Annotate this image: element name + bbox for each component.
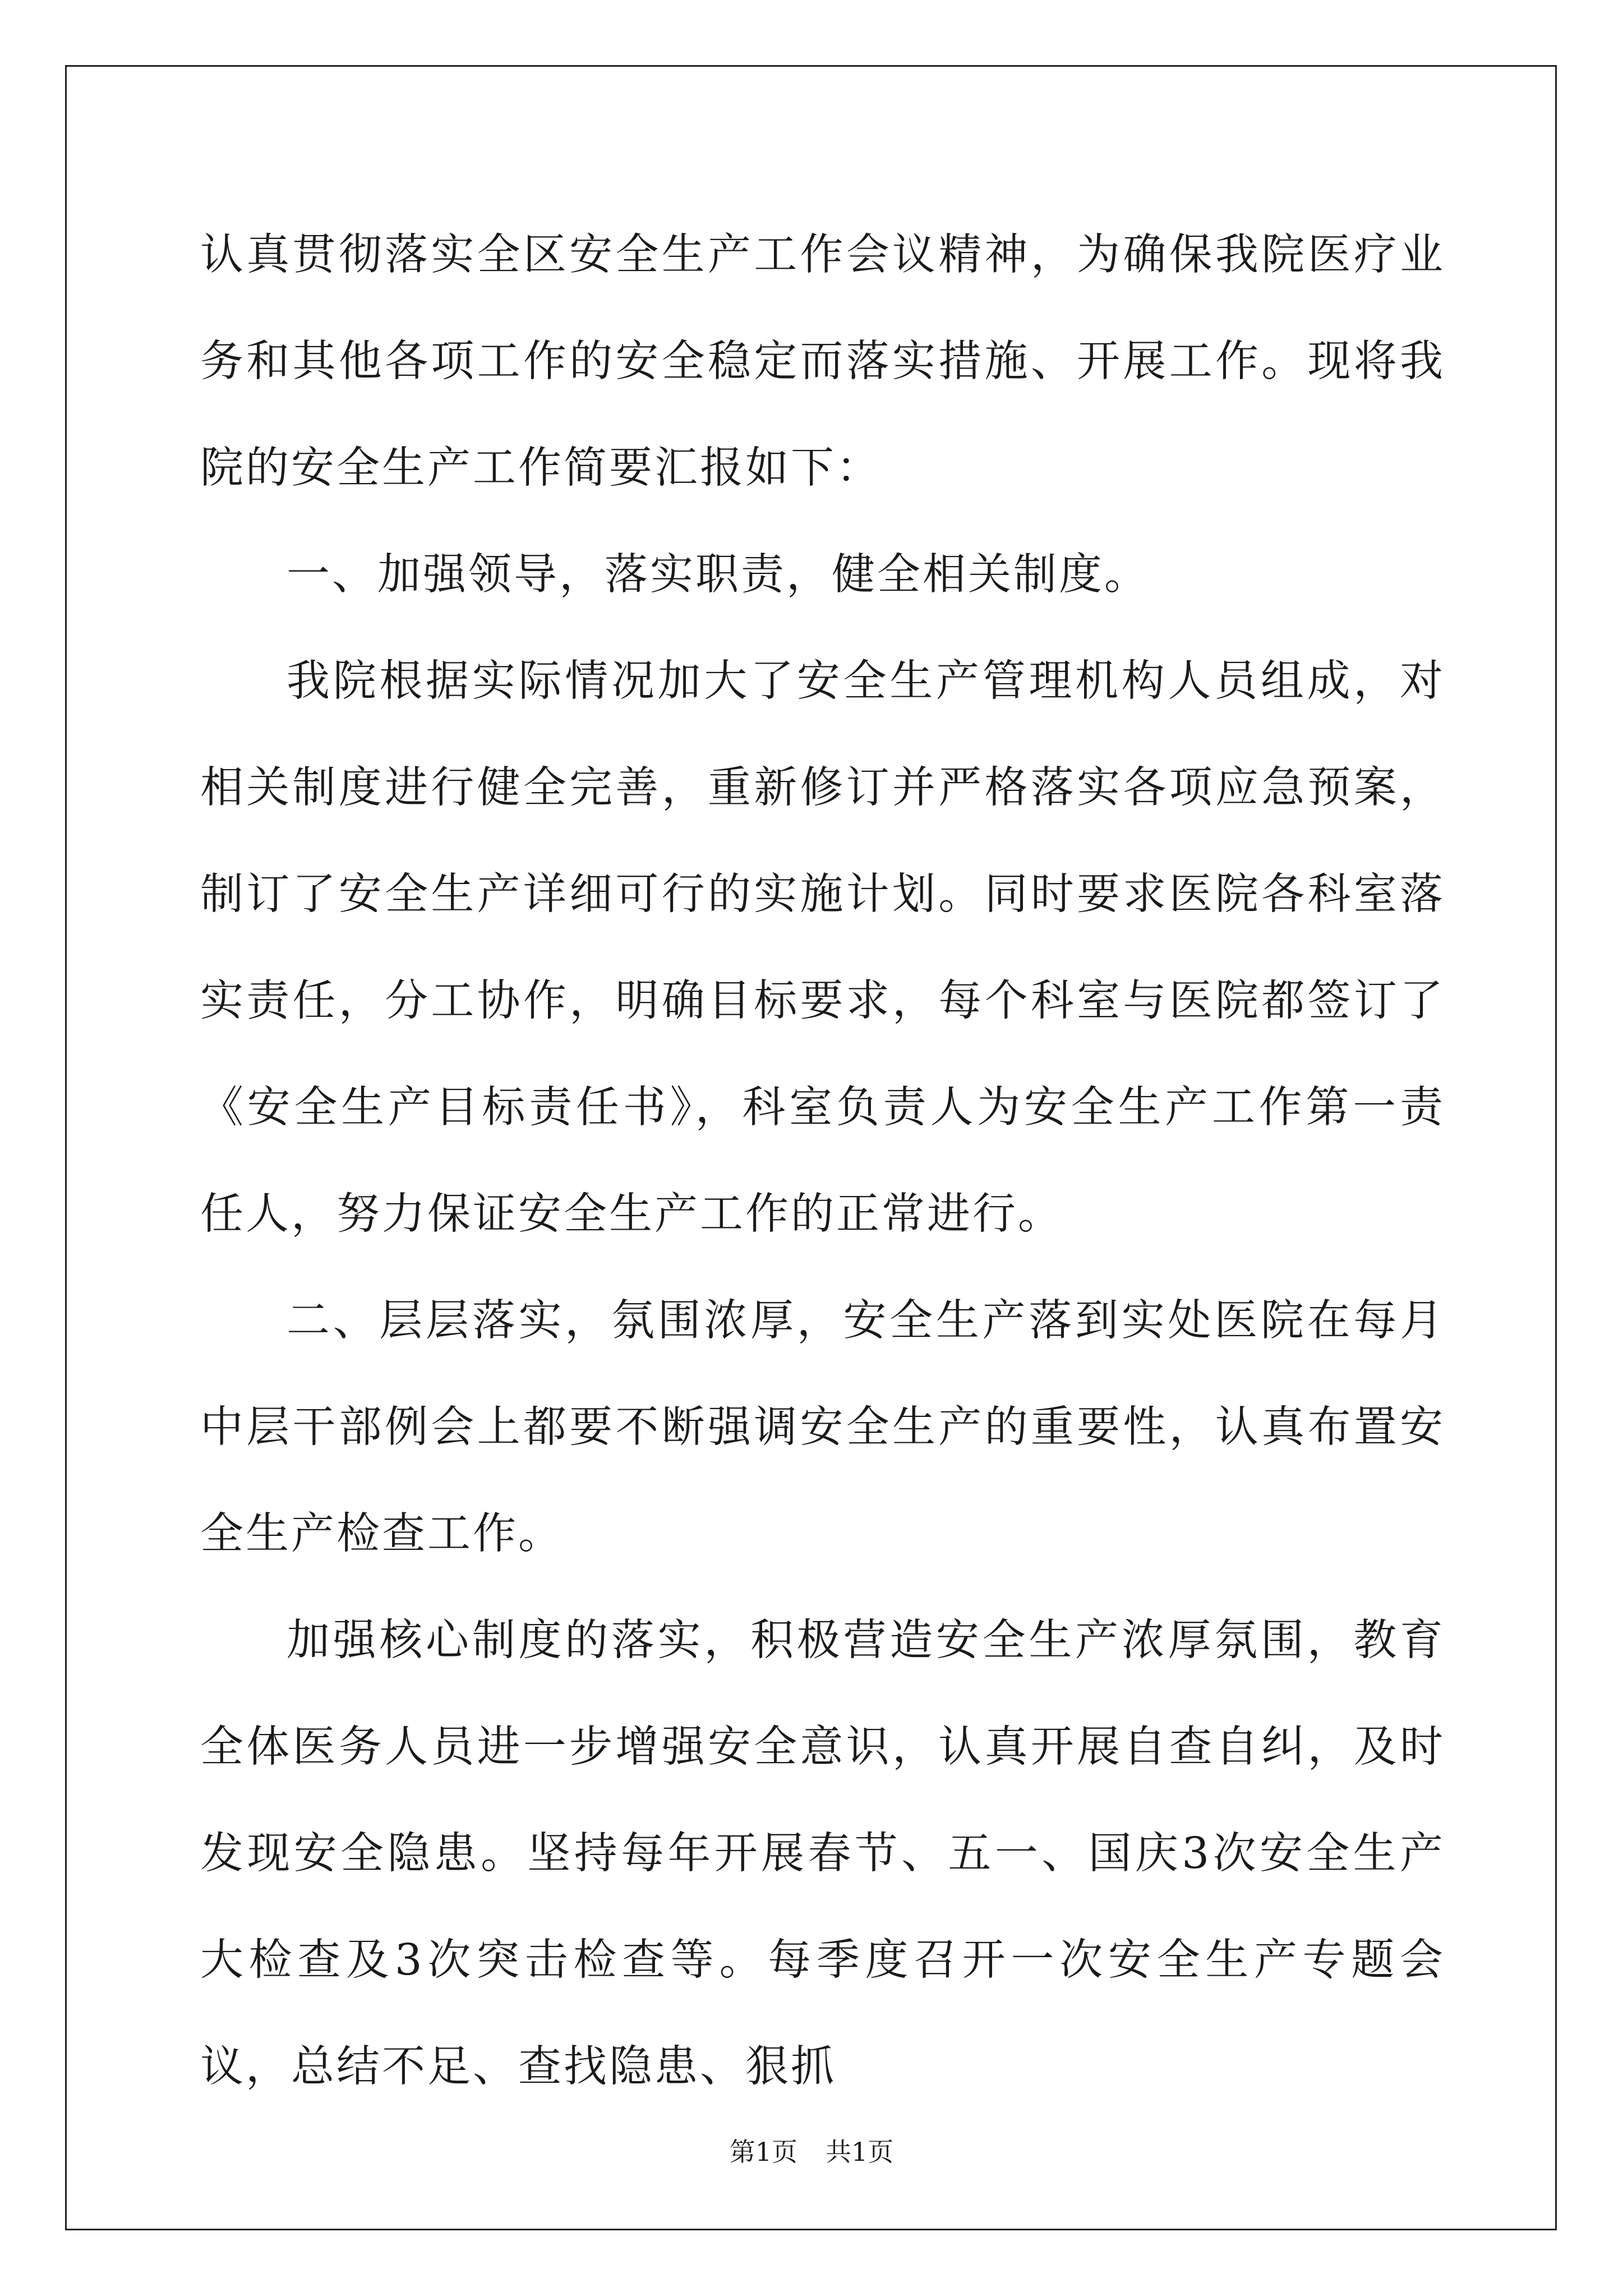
page-number-total: 共1页 [826, 2137, 894, 2167]
page-number-current: 第1页 [729, 2137, 797, 2167]
paragraph-core-system: 加强核心制度的落实，积极营造安全生产浓厚氛围，教育全体医务人员进一步增强安全意识，认真开展自查自纠，及时发现安全隐患。坚持每年开展春节、五一、国庆3次安全生产大检查及3次突击检查等。每季度召开一次安全生产专题会议，总结不足、查找隐患、狠抓 [200, 1616, 1445, 2092]
paragraph-section-1-heading: 一、加强领导，落实职责，健全相关制度。 [287, 550, 1150, 600]
paragraph-section-1-body: 我院根据实际情况加大了安全生产管理机构人员组成，对相关制度进行健全完善，重新修订并严格落实各项应急预案，制订了安全生产详细可行的实施计划。同时要求医院各科室落实责任，分工协作，明确目标要求，每个科室与医院都签订了《安全生产目标责任书》，科室负责人为安全生产工作第一责任人，努力保证安全生产工作的正常进行。 [200, 656, 1445, 1239]
paragraph-intro: 认真贯彻落实全区安全生产工作会议精神，为确保我院医疗业务和其他各项工作的安全稳定而落实措施、开展工作。现将我院的安全生产工作简要汇报如下： [200, 230, 1445, 493]
page-footer [0, 2135, 1623, 2169]
document-body [200, 202, 1445, 2120]
paragraph-section-2: 二、层层落实，氛围浓厚，安全生产落到实处医院在每月中层干部例会上都要不断强调安全生产的重要性，认真布置安全生产检查工作。 [200, 1296, 1445, 1559]
